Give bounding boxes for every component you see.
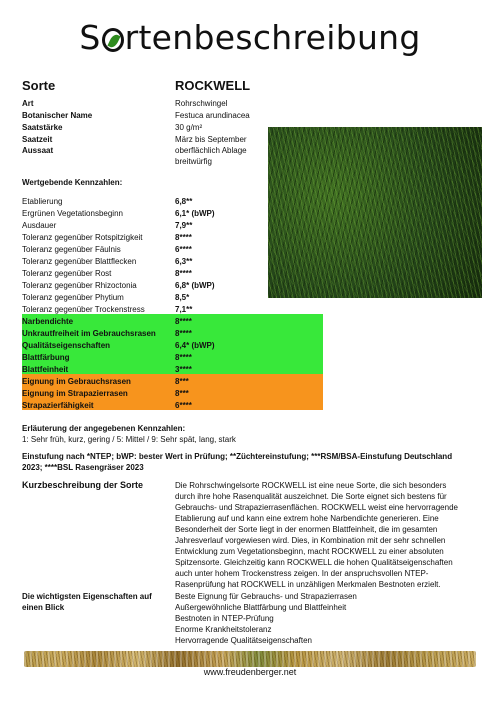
- seed-strip-image: [24, 651, 476, 667]
- fact-value: Festuca arundinacea: [175, 111, 250, 120]
- text-line: Etablierung auf und kann eine extrem hohe Narbendichte generieren. Eine: [175, 514, 439, 523]
- list-item: Hervorragende Qualitätseigenschaften: [175, 636, 312, 645]
- kennzahl-value: 7,9**: [175, 221, 193, 230]
- sorte-label: Sorte: [22, 78, 56, 93]
- fact-value: breitwürfig: [175, 157, 212, 166]
- text-line: Rasenprüfung hat ROCKWELL in unzähligen Merkmalen Bestnoten erzielt.: [175, 580, 441, 589]
- fact-label: Aussaat: [22, 146, 54, 155]
- kurzbeschreibung-text: [175, 480, 458, 590]
- green-row-value: 8****: [175, 353, 192, 362]
- title-part-2: rtenbeschreibung: [124, 18, 421, 57]
- einstufung-line-2: 2023; ****BSL Rasengräser 2023: [22, 463, 144, 472]
- kennzahl-label: Toleranz gegenüber Rotspitzigkeit: [22, 233, 143, 242]
- orange-row-value: 8***: [175, 389, 189, 398]
- kennzahlen-heading: Wertgebende Kennzahlen:: [22, 178, 123, 187]
- eigenschaften-label: einen Blick: [22, 603, 65, 612]
- title-part-1: S: [79, 18, 101, 57]
- kennzahl-value: 7,1**: [175, 305, 193, 314]
- green-row-value: 8****: [175, 329, 192, 338]
- kennzahl-label: Etablierung: [22, 197, 63, 206]
- text-line: Gebrauchs- und Strapazierrasenflächen. ROCKWELL weist eine hervorragende: [175, 503, 458, 512]
- kennzahl-value: 6****: [175, 245, 192, 254]
- list-item: Außergewöhnliche Blattfärbung und Blattfeinheit: [175, 603, 347, 612]
- kennzahl-value: 6,8* (bWP): [175, 281, 215, 290]
- page-title: [0, 18, 500, 57]
- website-link[interactable]: www.freudenberger.net: [203, 667, 297, 677]
- text-line: Entwicklung zum Vegetationsbeginn, macht ROCKWELL zu einer absoluten: [175, 547, 444, 556]
- orange-row-label: Eignung im Strapazierrasen: [22, 389, 128, 398]
- green-row-value: 3****: [175, 365, 192, 374]
- orange-row-label: Strapazierfähigkeit: [22, 401, 94, 410]
- kennzahl-value: 8,5*: [175, 293, 190, 302]
- text-line: durch ihre hohe Rasenqualität auszeichnet. Die Sorte eignet sich bestens für: [175, 492, 447, 501]
- fact-value: oberflächlich Ablage: [175, 146, 247, 155]
- text-line: auch unter hohem Trockenstress zeigen. In der anspruchsvollen NTEP-: [175, 569, 429, 578]
- eigenschaften-list: [175, 591, 357, 646]
- text-line: Jahresverlauf vorgewiesen wird. Dies, in Kombination mit der sehr schnellen: [175, 536, 446, 545]
- grass-photo: [268, 127, 482, 298]
- kennzahl-label: Toleranz gegenüber Fäulnis: [22, 245, 121, 254]
- kennzahl-label: Ergrünen Vegetationsbeginn: [22, 209, 123, 218]
- green-row-label: Qualitätseigenschaften: [22, 341, 111, 350]
- kennzahl-value: 8****: [175, 233, 192, 242]
- sorte-value: ROCKWELL: [175, 78, 251, 93]
- kennzahl-value: 6,8**: [175, 197, 193, 206]
- green-row-label: Blattfärbung: [22, 353, 70, 362]
- kennzahl-label: Ausdauer: [22, 221, 57, 230]
- fact-value: 30 g/m²: [175, 123, 203, 132]
- orange-row-label: Eignung im Gebrauchsrasen: [22, 377, 131, 386]
- kennzahl-label: Toleranz gegenüber Rhizoctonia: [22, 281, 137, 290]
- fact-label: Botanischer Name: [22, 111, 93, 120]
- kurzbeschreibung-label: Kurzbeschreibung der Sorte: [22, 480, 144, 490]
- kennzahl-label: Toleranz gegenüber Blattflecken: [22, 257, 137, 266]
- kennzahl-value: 8****: [175, 269, 192, 278]
- erlaeuterung-text: 1: Sehr früh, kurz, gering / 5: Mittel / 9: Sehr spät, lang, stark: [22, 435, 236, 444]
- fact-label: Art: [22, 99, 34, 108]
- green-row-label: Unkrautfreiheit im Gebrauchsrasen: [22, 329, 156, 338]
- orange-row-value: 8***: [175, 377, 189, 386]
- kennzahl-label: Toleranz gegenüber Phytium: [22, 293, 124, 302]
- text-line: Besonderheit der Sorte liegt in der enormen Blattfeinheit, die im gesamten: [175, 525, 438, 534]
- text-line: Spitzensorte. Gleichzeitig kann ROCKWELL die hohen Qualitätseigenschaften: [175, 558, 453, 567]
- kennzahl-label: Toleranz gegenüber Trockenstress: [22, 305, 145, 314]
- kennzahl-value: 6,1* (bWP): [175, 209, 215, 218]
- fact-label: Saatzeit: [22, 135, 53, 144]
- einstufung-line-1: Einstufung nach *NTEP; bWP: bester Wert in Prüfung; **Züchtereinstufung; ***RSM/BSA-Einstufung Deutschland: [22, 452, 453, 461]
- text-line: Die Rohrschwingelsorte ROCKWELL ist eine neue Sorte, die sich besonders: [175, 481, 447, 490]
- list-item: Bestnoten in NTEP-Prüfung: [175, 614, 274, 623]
- list-item: Enorme Krankheitstoleranz: [175, 625, 272, 634]
- green-row-value: 8****: [175, 317, 192, 326]
- fact-value: Rohrschwingel: [175, 99, 228, 108]
- kennzahl-value: 6,3**: [175, 257, 193, 266]
- green-row-value: 6,4* (bWP): [175, 341, 215, 350]
- green-row-label: Blattfeinheit: [22, 365, 69, 374]
- eigenschaften-label: Die wichtigsten Eigenschaften auf: [22, 592, 152, 601]
- green-row-label: Narbendichte: [22, 317, 74, 326]
- kennzahl-label: Toleranz gegenüber Rost: [22, 269, 112, 278]
- fact-label: Saatstärke: [22, 123, 63, 132]
- leaf-logo-icon: [102, 28, 124, 52]
- list-item: Beste Eignung für Gebrauchs- und Strapazierrasen: [175, 592, 357, 601]
- fact-value: März bis September: [175, 135, 247, 144]
- orange-row-value: 6****: [175, 401, 192, 410]
- erlaeuterung-heading: Erläuterung der angegebenen Kennzahlen:: [22, 424, 186, 433]
